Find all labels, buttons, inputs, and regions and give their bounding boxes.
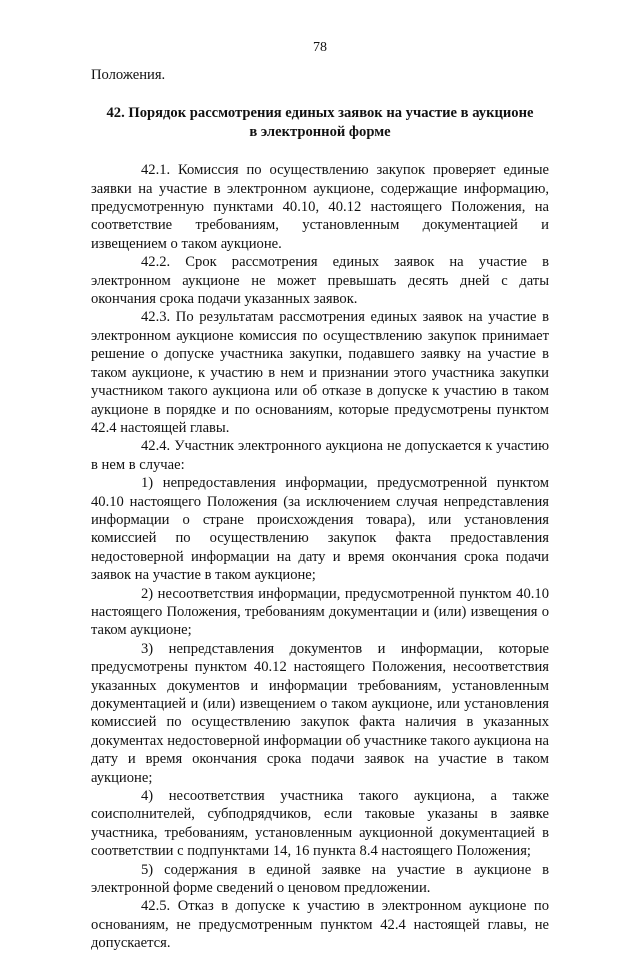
carry-over-text: Положения. (91, 67, 166, 83)
paragraph-42-1: 42.1. Комиссия по осуществлению закупок проверяет единые заявки на участие в электронном аукционе, содержащие информацию, предусмотренную пунктами 40.10, 40.12 настоящего Положения, на соответствие требованиям, установленным документацией и извещением о таком аукционе. (91, 162, 549, 252)
document-body (91, 66, 549, 953)
list-item-3: 3) непредставления документов и информации, которые предусмотрены пунктом 40.12 настоящего Положения, несоответствия указанных документов и информации требованиям, установленным документацией и (или) извещением о таком аукционе, или установления комиссией по осуществлению закупок факта наличия в указанных документах недостоверной информации об участнике такого аукциона на дату и время окончания срока подачи заявок на участие в таком аукционе; (91, 640, 549, 786)
paragraph-42-4: 42.4. Участник электронного аукциона не допускается к участию в нем в случае: (91, 438, 549, 473)
section-heading-line-1: 42. Порядок рассмотрения единых заявок на участие в аукционе (106, 105, 534, 122)
section-heading-line-2: в электронной форме (249, 123, 391, 140)
list-item-2: 2) несоответствия информации, предусмотренной пунктом 40.10 настоящего Положения, требованиям документации и (или) извещения о таком аукционе; (91, 585, 549, 639)
page-number: 78 (313, 40, 327, 55)
paragraph-42-2: 42.2. Срок рассмотрения единых заявок на участие в электронном аукционе не может превышать десять дней с даты окончания срока подачи указанных заявок. (91, 254, 549, 308)
section-heading (91, 104, 549, 141)
paragraph-42-3: 42.3. По результатам рассмотрения единых заявок на участие в электронном аукционе комиссия по осуществлению закупок принимает решение о допуске участника закупки, подавшего заявку на участие в таком аукционе, к участию в нем и признании этого участника закупки участником такого аукциона или об отказе в допуске к участию в таком аукционе в порядке и по основаниям, которые предусмотрены пунктом 42.4 настоящей главы. (91, 309, 549, 436)
list-item-5: 5) содержания в единой заявке на участие в аукционе в электронной форме сведений о ценовом предложении. (91, 861, 549, 897)
list-item-1: 1) непредоставления информации, предусмотренной пунктом 40.10 настоящего Положения (за исключением случая непредставления информации о стране происхождения товара), или установления комиссией по осуществлению закупок факта предоставления недостоверной информации на дату и время окончания срока подачи заявок на участие в таком аукционе; (91, 475, 549, 584)
paragraph-42-5: 42.5. Отказ в допуске к участию в электронном аукционе по основаниям, не предусмотренным пунктом 42.4 настоящей главы, не допускается. (91, 898, 549, 952)
list-item-4: 4) несоответствия участника такого аукциона, а также соисполнителей, субподрядчиков, если таковые указаны в заявке участника, требованиям, установленным аукционной документацией в соответствии с подпунктами 14, 16 пункта 8.4 настоящего Положения; (91, 788, 549, 860)
